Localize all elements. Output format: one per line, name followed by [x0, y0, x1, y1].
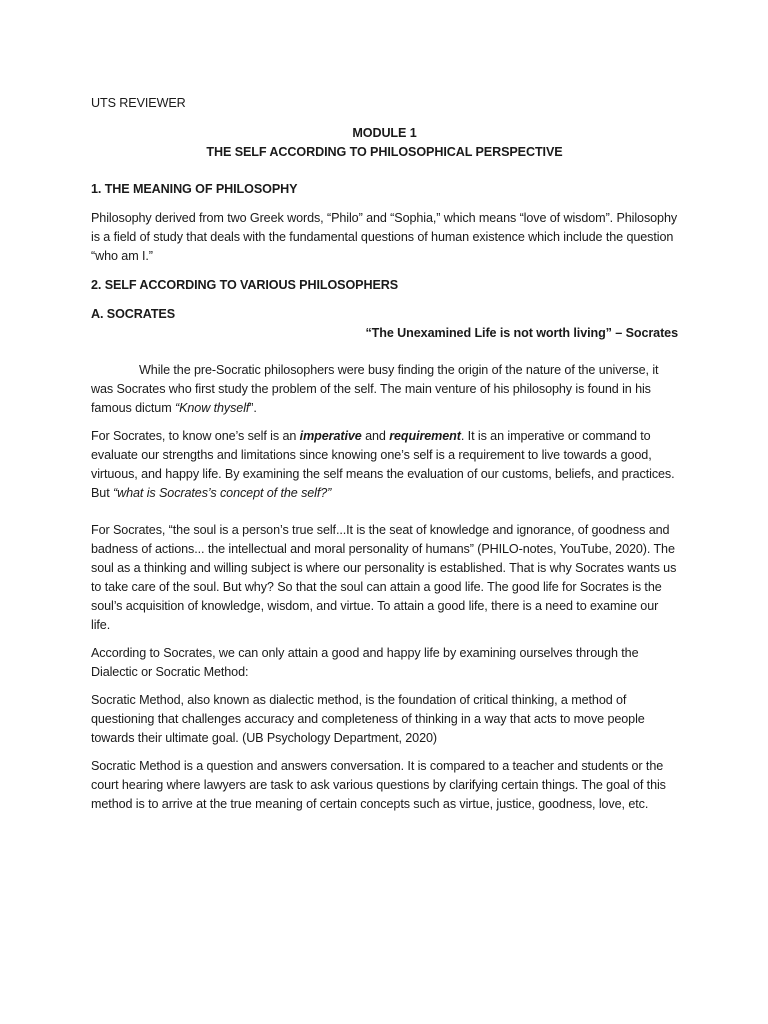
socrates-p2-a: For Socrates, to know one’s self is an — [91, 429, 300, 443]
socrates-paragraph-1 — [91, 361, 678, 418]
requirement-term: requirement — [389, 429, 461, 443]
socrates-p1-end: ”. — [249, 401, 257, 415]
document-header-label: UTS REVIEWER — [91, 96, 186, 110]
socrates-paragraph-6: Socratic Method is a question and answers conversation. It is compared to a teacher and students or the court hearing where lawyers are task to ask various questions by clarifying certain things. The goal of this method is to arrive at the true meaning of certain concepts such as virtue, justice, goodness, love, etc. — [91, 759, 666, 811]
socrates-paragraph-5: Socratic Method, also known as dialectic method, is the foundation of critical thinking, a method of questioning that challenges accuracy and completeness of thinking in a way that acts to move people towards their ultimate goal. (UB Psychology Department, 2020) — [91, 693, 645, 745]
module-subtitle: THE SELF ACCORDING TO PHILOSOPHICAL PERSPECTIVE — [206, 145, 563, 159]
socrates-paragraph-4: According to Socrates, we can only attain a good and happy life by examining ourselves through the Dialectic or Socratic Method: — [91, 646, 639, 679]
socrates-paragraph-3: For Socrates, “the soul is a person’s true self...It is the seat of knowledge and ignorance, of goodness and badness of actions... the intellectual and moral personality of humans” (PHILO-notes, YouTube, 2020). The soul as a thinking and willing subject is where our personality is established. That is why Socrates wants us to take care of the soul. But why? So that the soul can attain a good life. The good life for Socrates is the soul’s acquisition of knowledge, wisdom, and virtue. To attain a good life, there is a need to examine our life. — [91, 523, 677, 632]
socrates-p2-c: and — [361, 429, 390, 443]
socrates-concept-question: “what is Socrates’s concept of the self?” — [113, 486, 332, 500]
socrates-quote: “The Unexamined Life is not worth living” – Socrates — [365, 326, 678, 340]
module-title: MODULE 1 — [352, 126, 417, 140]
socrates-paragraph-2 — [91, 427, 678, 503]
socrates-p1-text: While the pre-Socratic philosophers were busy finding the origin of the nature of the universe, it was Socrates who first study the problem of the self. The main venture of his philosophy is found in his famous dictum — [91, 363, 659, 415]
know-thyself-phrase: “Know thyself — [175, 401, 250, 415]
section-1-heading: 1. THE MEANING OF PHILOSOPHY — [91, 182, 298, 196]
imperative-term: imperative — [299, 429, 362, 443]
section-2-heading: 2. SELF ACCORDING TO VARIOUS PHILOSOPHERS — [91, 278, 399, 292]
socrates-subheading: A. SOCRATES — [91, 307, 176, 321]
section-1-paragraph: Philosophy derived from two Greek words, “Philo” and “Sophia,” which means “love of wisdom”. Philosophy is a field of study that deals with the fundamental questions of human existence which include the question “who am I.” — [91, 211, 678, 263]
socrates-p2-e: . It is an imperative or command to evaluate our strengths and limitations since knowing one’s self is a requirement to live towards a good, virtuous, and happy life. By examining the self means the evaluation of our customs, beliefs, and practices. But — [91, 429, 675, 500]
